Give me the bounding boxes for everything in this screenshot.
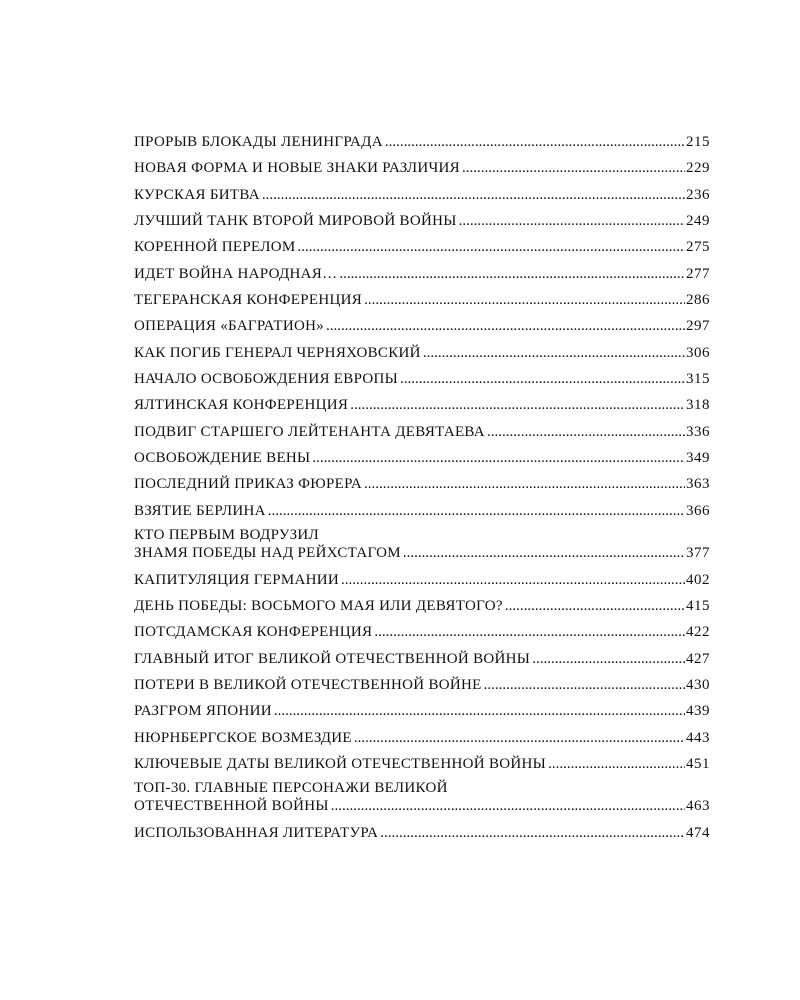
toc-entry-line [134, 342, 710, 364]
toc-entry-line [134, 544, 710, 562]
dot-leader [548, 753, 685, 775]
dot-leader [400, 368, 685, 390]
toc-entry[interactable] [134, 315, 710, 337]
dot-leader [487, 421, 685, 443]
toc-entry-title: НАЧАЛО ОСВОБОЖДЕНИЯ ЕВРОПЫ [134, 371, 399, 388]
toc-entry-page-number: 443 [686, 729, 710, 746]
toc-entry[interactable] [134, 131, 710, 153]
toc-entry-page-number: 430 [686, 677, 710, 694]
toc-entry[interactable] [134, 779, 710, 815]
toc-entry-page-number: 377 [686, 545, 710, 562]
toc-entry-line [134, 131, 710, 153]
toc-entry[interactable] [134, 447, 710, 469]
toc-entry[interactable] [134, 210, 710, 232]
toc-entry[interactable] [134, 569, 710, 591]
toc-entry-title: ЛУЧШИЙ ТАНК ВТОРОЙ МИРОВОЙ ВОЙНЫ [134, 213, 457, 230]
toc-entry-page-number: 474 [686, 824, 710, 841]
toc-entry-page-number: 315 [686, 371, 710, 388]
toc-entry-title: ОТЕЧЕСТВЕННОЙ ВОЙНЫ [134, 798, 329, 815]
toc-entry-page-number: 463 [686, 798, 710, 815]
toc-entry-line [134, 421, 710, 443]
toc-entry-line [134, 753, 710, 775]
dot-leader [364, 289, 685, 311]
toc-entry[interactable] [134, 263, 710, 285]
toc-entry-page-number: 336 [686, 423, 710, 440]
dot-leader [312, 447, 685, 469]
toc-entry[interactable] [134, 526, 710, 562]
toc-entry-line [134, 797, 710, 815]
toc-entry-line [134, 569, 710, 591]
toc-entry-page-number: 229 [686, 160, 710, 177]
toc-entry-page-number: 451 [686, 756, 710, 773]
dot-leader [532, 648, 685, 670]
toc-entry[interactable] [134, 473, 710, 495]
dot-leader [403, 544, 685, 562]
toc-entry[interactable] [134, 342, 710, 364]
toc-entry-line [134, 236, 710, 258]
toc-entry-title: ПОДВИГ СТАРШЕГО ЛЕЙТЕНАНТА ДЕВЯТАЕВА [134, 423, 485, 440]
toc-entry-title: КАПИТУЛЯЦИЯ ГЕРМАНИИ [134, 571, 340, 588]
dot-leader [462, 157, 685, 179]
toc-entry-page-number: 275 [686, 239, 710, 256]
toc-entry-title: ПОСЛЕДНИЙ ПРИКАЗ ФЮРЕРА [134, 476, 362, 493]
dot-leader [374, 621, 685, 643]
dot-leader [341, 569, 685, 591]
toc-entry-title: ЯЛТИНСКАЯ КОНФЕРЕНЦИЯ [134, 397, 349, 414]
toc-entry-line [134, 822, 710, 844]
toc-entry[interactable] [134, 595, 710, 617]
toc-entry-title: ПОТЕРИ В ВЕЛИКОЙ ОТЕЧЕСТВЕННОЙ ВОЙНЕ [134, 677, 482, 694]
toc-entry-title: КАК ПОГИБ ГЕНЕРАЛ ЧЕРНЯХОВСКИЙ [134, 344, 421, 361]
toc-entry-page-number: 318 [686, 397, 710, 414]
toc-entry-title: НЮРНБЕРГСКОЕ ВОЗМЕЗДИЕ [134, 729, 352, 746]
toc-entry-line [134, 700, 710, 722]
toc-entry-title: ПОТСДАМСКАЯ КОНФЕРЕНЦИЯ [134, 624, 373, 641]
dot-leader [354, 727, 685, 749]
toc-entry[interactable] [134, 700, 710, 722]
toc-entry[interactable] [134, 289, 710, 311]
toc-entry-title: ПРОРЫВ БЛОКАДЫ ЛЕНИНГРАДА [134, 134, 383, 150]
dot-leader [459, 210, 685, 232]
dot-leader [484, 674, 685, 696]
toc-entry-title: КЛЮЧЕВЫЕ ДАТЫ ВЕЛИКОЙ ОТЕЧЕСТВЕННОЙ ВОЙНЫ [134, 756, 547, 773]
toc-entry-page-number: 306 [686, 344, 710, 361]
dot-leader [350, 394, 685, 416]
dot-leader [268, 500, 685, 522]
toc-entry-title: ВЗЯТИЕ БЕРЛИНА [134, 502, 266, 519]
toc-entry-page-number: 439 [686, 703, 710, 720]
toc-entry[interactable] [134, 648, 710, 670]
toc-entry-line [134, 184, 710, 206]
toc-entry[interactable] [134, 822, 710, 844]
dot-leader [331, 797, 685, 815]
toc-entry-line [134, 394, 710, 416]
dot-leader [364, 473, 685, 495]
toc-entry-line [134, 674, 710, 696]
toc-entry-page-number: 277 [686, 265, 710, 282]
toc-entry-line [134, 157, 710, 179]
toc-entry[interactable] [134, 157, 710, 179]
dot-leader [298, 236, 686, 258]
toc-entry-page-number: 236 [686, 186, 710, 203]
toc-entry-page-number: 215 [686, 134, 710, 150]
toc-entry-page-number: 427 [686, 650, 710, 667]
toc-entry-line [134, 595, 710, 617]
toc-entry-title: ИСПОЛЬЗОВАННАЯ ЛИТЕРАТУРА [134, 824, 379, 841]
toc-entry[interactable] [134, 621, 710, 643]
toc-entry-line [134, 210, 710, 232]
toc-entry-title: ОПЕРАЦИЯ «БАГРАТИОН» [134, 318, 325, 335]
toc-entry-page-number: 366 [686, 502, 710, 519]
toc-entry-line [134, 779, 710, 797]
toc-entry[interactable] [134, 753, 710, 775]
dot-leader [274, 700, 685, 722]
dot-leader [339, 263, 685, 285]
toc-entry-title: ТОП-30. ГЛАВНЫЕ ПЕРСОНАЖИ ВЕЛИКОЙ [134, 780, 448, 797]
toc-entry-line [134, 447, 710, 469]
toc-entry-title: НОВАЯ ФОРМА И НОВЫЕ ЗНАКИ РАЗЛИЧИЯ [134, 160, 460, 177]
toc-entry-line [134, 315, 710, 337]
toc-entry-page-number: 249 [686, 213, 710, 230]
toc-entry-line [134, 621, 710, 643]
toc-entry-title: ОСВОБОЖДЕНИЕ ВЕНЫ [134, 450, 311, 467]
dot-leader [505, 595, 685, 617]
toc-entry-page-number: 422 [686, 624, 710, 641]
toc-entry-title: РАЗГРОМ ЯПОНИИ [134, 703, 272, 720]
toc-entry[interactable] [134, 368, 710, 390]
toc-entry[interactable] [134, 727, 710, 749]
toc-entry-line [134, 727, 710, 749]
toc-entry-title: ДЕНЬ ПОБЕДЫ: ВОСЬМОГО МАЯ ИЛИ ДЕВЯТОГО? [134, 598, 503, 614]
toc-entry-line [134, 289, 710, 311]
toc-entry[interactable] [134, 500, 710, 522]
toc-entry[interactable] [134, 421, 710, 443]
toc-entry-line [134, 473, 710, 495]
toc-entry-page-number: 402 [686, 571, 710, 588]
toc-entry[interactable] [134, 394, 710, 416]
toc-entry[interactable] [134, 674, 710, 696]
toc-entry-title: ГЛАВНЫЙ ИТОГ ВЕЛИКОЙ ОТЕЧЕСТВЕННОЙ ВОЙНЫ [134, 650, 531, 667]
dot-leader [326, 315, 685, 337]
toc-entry-title: КТО ПЕРВЫМ ВОДРУЗИЛ [134, 527, 319, 544]
toc-entry-title: КОРЕННОЙ ПЕРЕЛОМ [134, 239, 296, 256]
toc-entry-title: ТЕГЕРАНСКАЯ КОНФЕРЕНЦИЯ [134, 292, 363, 309]
dot-leader [385, 131, 685, 153]
toc-entry-line [134, 648, 710, 670]
toc-entry-page-number: 297 [686, 318, 710, 335]
toc-entry-title: ИДЕТ ВОЙНА НАРОДНАЯ… [134, 265, 338, 282]
toc-entry-title: ЗНАМЯ ПОБЕДЫ НАД РЕЙХСТАГОМ [134, 545, 401, 562]
dot-leader [380, 822, 685, 844]
toc-entry-title: КУРСКАЯ БИТВА [134, 186, 260, 203]
toc-entry-line [134, 263, 710, 285]
toc-entry-line [134, 526, 710, 544]
toc-entry-page-number: 286 [686, 292, 710, 309]
dot-leader [423, 342, 685, 364]
toc-entry[interactable] [134, 184, 710, 206]
toc-entry-line [134, 500, 710, 522]
dot-leader [262, 184, 685, 206]
toc-entry-page-number: 415 [686, 598, 710, 614]
toc-entry-page-number: 349 [686, 450, 710, 467]
toc-entry-page-number: 363 [686, 476, 710, 493]
toc-entry[interactable] [134, 236, 710, 258]
toc-entry-line [134, 368, 710, 390]
table-of-contents [134, 131, 710, 848]
